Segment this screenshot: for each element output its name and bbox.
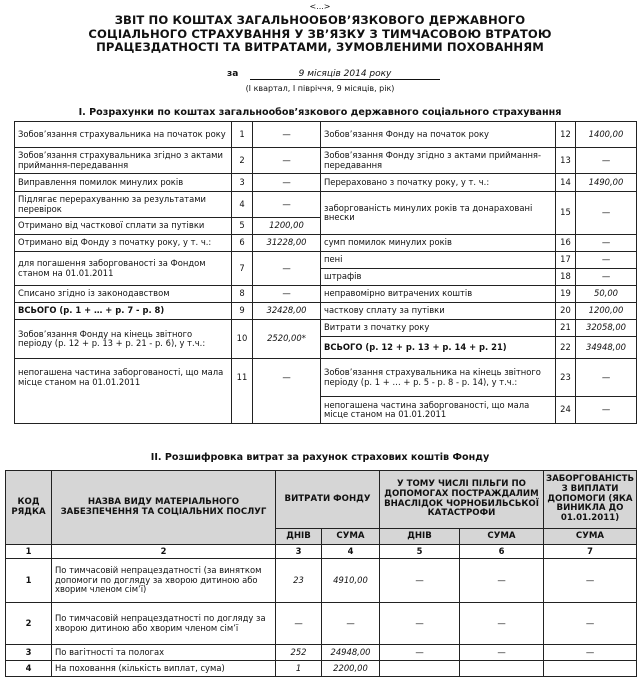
page-marker: <...>	[309, 2, 331, 11]
row-number: 16	[556, 235, 576, 252]
table-row	[6, 645, 637, 661]
debt-value: —	[544, 559, 637, 603]
days-value: 1	[276, 661, 322, 677]
table-row	[6, 603, 637, 645]
row-label: Перераховано з початку року, у т. ч.:	[321, 174, 556, 192]
row-number: 3	[232, 174, 253, 192]
row-label: Зобов’язання страхувальника згідно з актами приймання-передавання	[15, 148, 232, 174]
period-label: за	[227, 69, 239, 79]
title-line: ПРАЦЕЗДАТНОСТІ ТА ВИТРАТАМИ, ЗУМОВЛЕНИМИ ПОХОВАННЯМ	[96, 40, 544, 55]
chornobyl-sum-value: —	[460, 645, 544, 661]
row-label: Зобов’язання Фонду на кінець звітного періоду (р. 12 + р. 13 + р. 21 - р. 6), у т.ч.:	[15, 320, 232, 359]
total-value: 34948,00	[576, 337, 637, 359]
row-name: На поховання (кількість виплат, сума)	[52, 661, 276, 677]
row-number: 12	[556, 122, 576, 148]
row-value: —	[253, 359, 321, 397]
table-row	[6, 559, 637, 603]
row-label: сумп помилок минулих років	[321, 235, 556, 252]
row-number: 24	[556, 397, 576, 424]
sum-value: 2200,00	[322, 661, 380, 677]
row-value: —	[576, 148, 637, 174]
table-row	[15, 286, 637, 303]
table-row	[15, 359, 637, 397]
row-name: По вагітності та пологах	[52, 645, 276, 661]
row-value: —	[253, 122, 321, 148]
row-label: Списано згідно із законодавством	[15, 286, 232, 303]
row-number: 23	[556, 359, 576, 397]
expenses-table	[5, 470, 637, 677]
chornobyl-days-value: —	[380, 559, 460, 603]
row-number: 22	[556, 337, 576, 359]
row-label: часткову сплату за путівки	[321, 303, 556, 320]
row-number: 9	[232, 303, 253, 320]
row-value: 1200,00	[253, 218, 321, 235]
total-value: 32428,00	[253, 303, 321, 320]
sum-header: СУМА	[460, 529, 544, 545]
row-label: Отримано від часткової сплати за путівки	[15, 218, 232, 235]
period-note: (І квартал, І півріччя, 9 місяців, рік)	[245, 84, 395, 93]
row-number: 8	[232, 286, 253, 303]
row-value: —	[576, 397, 637, 424]
row-code: 1	[6, 559, 52, 603]
row-name: По тимчасовій непрацездатності по догляду за хворою дитиною або хворим членом сім’ї	[52, 603, 276, 645]
row-number: 17	[556, 252, 576, 269]
row-number: 21	[556, 320, 576, 337]
row-label: непогашена частина заборгованості, що мала місце станом на 01.01.2011	[321, 397, 556, 424]
sum-header: СУМА	[544, 529, 637, 545]
row-number: 13	[556, 148, 576, 174]
sum-value: 24948,00	[322, 645, 380, 661]
debt-value: —	[544, 603, 637, 645]
chornobyl-sum-value	[460, 661, 544, 677]
settlements-table	[14, 121, 637, 424]
expenses-header: ВИТРАТИ ФОНДУ	[276, 471, 380, 529]
row-label: пені	[321, 252, 556, 269]
chornobyl-sum-value: —	[460, 559, 544, 603]
row-label: неправомірно витрачених коштів	[321, 286, 556, 303]
row-number: 5	[232, 218, 253, 235]
row-value: —	[576, 192, 637, 235]
row-value: —	[253, 148, 321, 174]
row-label: заборгованість минулих років та донараховані внески	[321, 192, 556, 235]
column-index: 5	[380, 545, 460, 559]
row-value: —	[576, 252, 637, 269]
row-label: Отримано від Фонду з початку року, у т. ч.:	[15, 235, 232, 252]
days-header: ДНІВ	[276, 529, 322, 545]
row-value: —	[576, 359, 637, 397]
row-number: 7	[232, 252, 253, 286]
chornobyl-header: У ТОМУ ЧИСЛІ ПІЛЬГИ ПО ДОПОМОГАХ ПОСТРАЖДАЛИМ ВНАСЛІДОК ЧОРНОБИЛЬСЬКОЇ КАТАСТРОФИ	[380, 471, 544, 529]
row-value: —	[253, 286, 321, 303]
column-index: 7	[544, 545, 637, 559]
row-number: 11	[232, 359, 253, 397]
column-index: 1	[6, 545, 52, 559]
total-label: ВСЬОГО (р. 1 + … + р. 7 - р. 8)	[15, 303, 232, 320]
days-value: 252	[276, 645, 322, 661]
days-value: 23	[276, 559, 322, 603]
row-number: 2	[232, 148, 253, 174]
sum-value: 4910,00	[322, 559, 380, 603]
column-index: 4	[322, 545, 380, 559]
row-name: По тимчасовій непрацездатності (за винятком допомоги по догляду за хворою дитиною або хворим членом сім’ї)	[52, 559, 276, 603]
table-row	[6, 661, 637, 677]
row-label: для погашення заборгованості за Фондом станом на 01.01.2011	[15, 252, 232, 286]
section1-title: І. Розрахунки по коштах загальнообов’язкового державного соціального страхування	[78, 107, 562, 118]
code-header: КОД РЯДКА	[6, 471, 52, 545]
chornobyl-days-value	[380, 661, 460, 677]
row-code: 4	[6, 661, 52, 677]
row-label: непогашена частина заборгованості, що мала місце станом на 01.01.2011	[15, 359, 232, 397]
row-number: 19	[556, 286, 576, 303]
table-row	[15, 122, 637, 148]
chornobyl-days-value: —	[380, 603, 460, 645]
row-code: 2	[6, 603, 52, 645]
report-title	[50, 14, 590, 55]
row-number: 15	[556, 192, 576, 235]
debt-header: ЗАБОРГОВАНІСТЬ З ВИПЛАТИ ДОПОМОГИ (ЯКА ВИНИКЛА ДО 01.01.2011)	[544, 471, 637, 529]
total-label: ВСЬОГО (р. 12 + р. 13 + р. 14 + р. 21)	[321, 337, 556, 359]
row-label: Виправлення помилок минулих років	[15, 174, 232, 192]
column-index: 3	[276, 545, 322, 559]
row-value: 1490,00	[576, 174, 637, 192]
debt-value	[544, 661, 637, 677]
table-row	[15, 148, 637, 174]
sum-value: —	[322, 603, 380, 645]
row-code: 3	[6, 645, 52, 661]
row-value: —	[253, 174, 321, 192]
row-number: 18	[556, 269, 576, 286]
row-label: штрафів	[321, 269, 556, 286]
row-value: 1200,00	[576, 303, 637, 320]
row-value: 50,00	[576, 286, 637, 303]
row-label: Зобов’язання Фонду на початок року	[321, 122, 556, 148]
column-index: 6	[460, 545, 544, 559]
row-label: Зобов’язання Фонду згідно з актами приймання-передавання	[321, 148, 556, 174]
table-row	[15, 320, 637, 337]
row-number: 14	[556, 174, 576, 192]
row-number: 1	[232, 122, 253, 148]
row-value: —	[576, 235, 637, 252]
row-number: 6	[232, 235, 253, 252]
days-value: —	[276, 603, 322, 645]
row-value: —	[253, 192, 321, 218]
row-label: Підлягає перерахуванню за результатами перевірок	[15, 192, 232, 218]
row-value: 2520,00*	[253, 320, 321, 359]
table-row	[15, 397, 637, 424]
row-value: —	[253, 252, 321, 286]
period-value: 9 місяців 2014 року	[250, 69, 440, 80]
section2-title: ІІ. Розшифровка витрат за рахунок страхових коштів Фонду	[150, 452, 490, 463]
chornobyl-sum-value: —	[460, 603, 544, 645]
column-index: 2	[52, 545, 276, 559]
table-row	[15, 174, 637, 192]
row-value: 31228,00	[253, 235, 321, 252]
days-header: ДНІВ	[380, 529, 460, 545]
row-number: 10	[232, 320, 253, 359]
header-row	[6, 471, 637, 529]
chornobyl-days-value: —	[380, 645, 460, 661]
index-row	[6, 545, 637, 559]
table-row	[15, 303, 637, 320]
row-value: 1400,00	[576, 122, 637, 148]
row-value: —	[576, 269, 637, 286]
row-label: Зобов’язання страхувальника на початок року	[15, 122, 232, 148]
row-number: 20	[556, 303, 576, 320]
title-line: СОЦІАЛЬНОГО СТРАХУВАННЯ У ЗВ’ЯЗКУ З ТИМЧАСОВОЮ ВТРАТОЮ	[88, 26, 552, 41]
table-row	[15, 192, 637, 218]
row-value: 32058,00	[576, 320, 637, 337]
debt-value: —	[544, 645, 637, 661]
row-label: Витрати з початку року	[321, 320, 556, 337]
table-row	[15, 252, 637, 269]
table-row	[15, 235, 637, 252]
title-line: ЗВІТ ПО КОШТАХ ЗАГАЛЬНООБОВ’ЯЗКОВОГО ДЕРЖАВНОГО	[114, 13, 526, 27]
name-header: НАЗВА ВИДУ МАТЕРІАЛЬНОГО ЗАБЕЗПЕЧЕННЯ ТА СОЦІАЛЬНИХ ПОСЛУГ	[52, 471, 276, 545]
row-label: Зобов’язання страхувальника на кінець звітного періоду (р. 1 + … + р. 5 - р. 8 - р. 14), у т.ч.:	[321, 359, 556, 397]
reporting-period	[200, 69, 500, 81]
row-number: 4	[232, 192, 253, 218]
sum-header: СУМА	[322, 529, 380, 545]
